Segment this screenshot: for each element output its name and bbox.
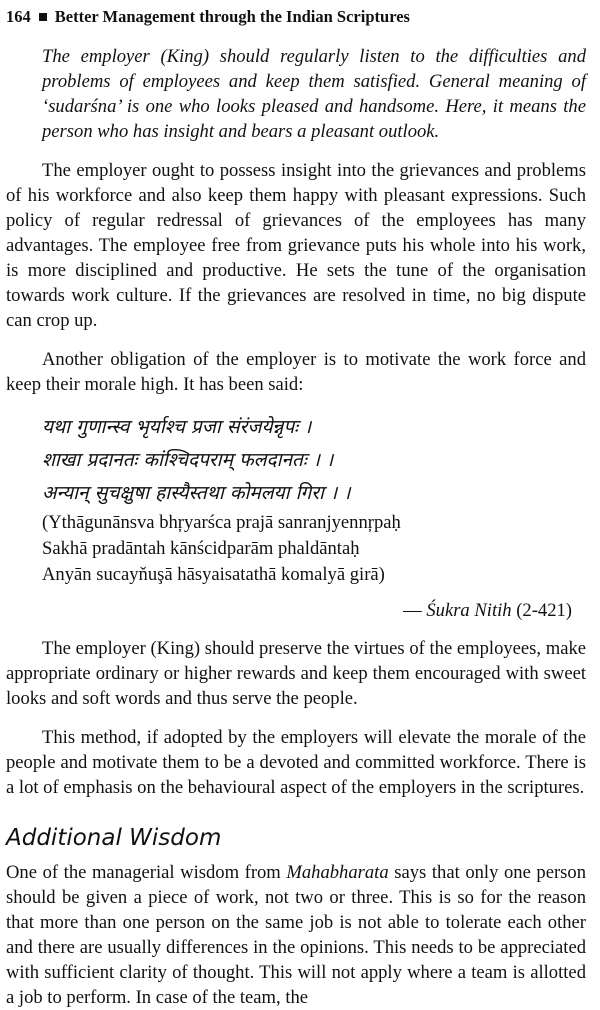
paragraph-text-rest: says that only one person should be given a piece of work, not two or three. This is so for the reason that more than one person on the same job is not able to tolerate each other and there are usually differences in the opinions. This needs to be appreciated with sufficient clarity of thought. This will not apply where a team is allotted a job to perform. In case of the team, the xyxy=(6,862,586,1008)
verse-line-transliteration-1: (Ythāgunānsva bhŗyarśca prajā sanranjyennŗpaḥ xyxy=(42,512,401,533)
quote-paragraph: The employer (King) should regularly listen to the difficulties and problems of employees and keep them satisfied. General meaning of ‘sudarśna’ is one who looks pleased and handsome. Here, it means the person who has insight and bears a pleasant outlook. xyxy=(42,46,586,142)
page-number: 164 xyxy=(6,7,31,26)
source-dash: — xyxy=(403,600,427,621)
verse-line-devanagari-3: अन्यान् सुचक्षुषा हास्यैस्तथा कोमलया गिरा । । xyxy=(42,482,351,504)
sanskrit-verse xyxy=(6,411,586,588)
paragraph-motivation: Another obligation of the employer is to motivate the work force and keep their morale high. It has been said: xyxy=(6,349,586,395)
source-reference: (2-421) xyxy=(511,600,572,621)
paragraph-preserve-virtues: The employer (King) should preserve the virtues of the employees, make appropriate ordinary or higher rewards and keep them encouraged with sweet looks and soft words and thus serve the people. xyxy=(6,638,586,709)
verse-source xyxy=(6,598,586,624)
verse-line-devanagari-2: शाखा प्रदानतः कांश्चिदपराम् फलदानतः । । xyxy=(42,449,334,471)
square-bullet-icon xyxy=(39,13,47,21)
verse-line-devanagari-1: यथा गुणान्स्व भृर्याश्च प्रजा संरंजयेन्नृपः । xyxy=(42,416,312,438)
source-name: Śukra Nitih xyxy=(426,600,512,621)
running-head xyxy=(6,4,586,30)
section-heading: Additional Wisdom xyxy=(6,825,222,851)
paragraph-text-start: One of the managerial wisdom from xyxy=(6,862,287,883)
book-title: Better Management through the Indian Scriptures xyxy=(54,7,410,26)
paragraph-grievances: The employer ought to possess insight into the grievances and problems of his workforce and also keep them happy with pleasant expressions. Such policy of regular redressal of grievances of the employees has many advantages. The employee free from grievance puts his whole into his work, is more disciplined and productive. He sets the tune of the organisation towards work culture. If the grievances are resolved in time, no big dispute can crop up. xyxy=(6,160,586,331)
paragraph-method: This method, if adopted by the employers will elevate the morale of the people and motivate them to be a devoted and committed workforce. There is a lot of emphasis on the behavioural aspect of the employers in the scriptures. xyxy=(6,727,586,798)
paragraph-additional-wisdom xyxy=(6,860,586,1010)
mahabharata-title: Mahabharata xyxy=(286,862,389,883)
verse-line-transliteration-3: Anyān sucayňuşā hāsyaisatathā komalyā girā) xyxy=(42,564,385,585)
verse-line-transliteration-2: Sakhā pradāntah kānścidparām phaldāntaḥ xyxy=(42,538,360,559)
